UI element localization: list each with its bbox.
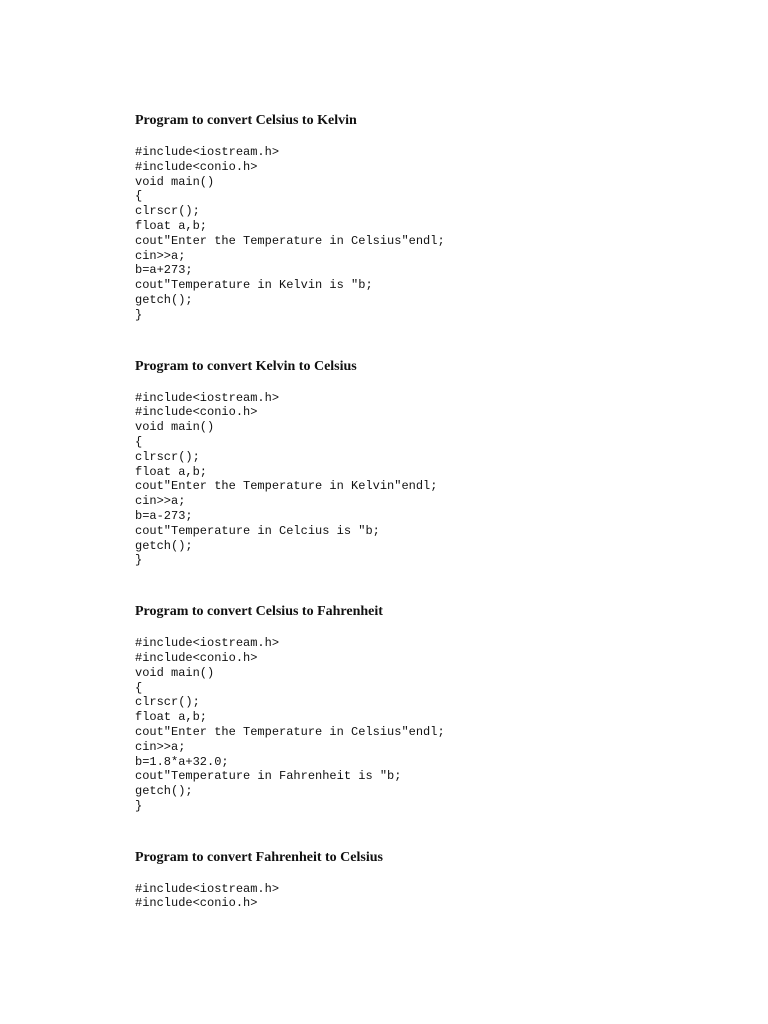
code-line: float a,b; (135, 218, 208, 233)
section-heading: Program to convert Kelvin to Celsius (135, 358, 357, 374)
code-line: #include<iostream.h> (135, 881, 280, 896)
code-line: cin>>a; (135, 494, 186, 509)
code-line: #include<conio.h> (135, 896, 258, 911)
section-celsius-to-fahrenheit (135, 603, 735, 814)
code-line: #include<conio.h> (135, 650, 258, 665)
code-line: getch(); (135, 538, 193, 553)
code-block (135, 391, 735, 569)
section-celsius-to-kelvin (135, 112, 735, 323)
code-line: cin>>a; (135, 248, 186, 263)
code-line: #include<iostream.h> (135, 145, 280, 159)
code-line: b=a-273; (135, 508, 193, 523)
section-heading: Program to convert Celsius to Kelvin (135, 113, 357, 128)
code-line: #include<iostream.h> (135, 636, 280, 651)
code-line: void main() (135, 420, 215, 435)
code-line: { (135, 189, 143, 204)
section-heading: Program to convert Celsius to Fahrenheit (135, 604, 383, 620)
code-line: #include<conio.h> (135, 159, 258, 174)
code-line: } (135, 307, 143, 322)
code-line: float a,b; (135, 710, 208, 725)
code-block (135, 882, 735, 912)
code-line: { (135, 680, 143, 695)
section-heading: Program to convert Fahrenheit to Celsius (135, 849, 383, 865)
code-line: getch(); (135, 784, 193, 799)
code-line: clrscr(); (135, 695, 200, 710)
code-block (135, 145, 735, 323)
code-line: cin>>a; (135, 739, 186, 754)
code-line: clrscr(); (135, 204, 200, 219)
code-line: cout"Enter the Temperature in Celsius"endl; (135, 724, 445, 739)
code-line: } (135, 798, 143, 813)
code-line: float a,b; (135, 464, 208, 479)
code-line: #include<conio.h> (135, 405, 258, 420)
section-fahrenheit-to-celsius (135, 849, 735, 912)
code-line: cout"Temperature in Celcius is "b; (135, 523, 380, 538)
code-line: { (135, 434, 143, 449)
code-line: cout"Temperature in Fahrenheit is "b; (135, 769, 402, 784)
code-line: b=1.8*a+32.0; (135, 754, 229, 769)
code-line: b=a+273; (135, 263, 193, 278)
section-kelvin-to-celsius (135, 358, 735, 569)
code-line: cout"Enter the Temperature in Celsius"endl; (135, 233, 445, 248)
code-line: clrscr(); (135, 449, 200, 464)
code-line: void main() (135, 174, 215, 189)
document-page (135, 112, 735, 911)
code-line: #include<iostream.h> (135, 390, 280, 405)
code-line: getch(); (135, 292, 193, 307)
code-line: void main() (135, 665, 215, 680)
code-line: } (135, 553, 143, 568)
code-line: cout"Temperature in Kelvin is "b; (135, 278, 373, 293)
code-block (135, 636, 735, 814)
code-line: cout"Enter the Temperature in Kelvin"endl; (135, 479, 438, 494)
